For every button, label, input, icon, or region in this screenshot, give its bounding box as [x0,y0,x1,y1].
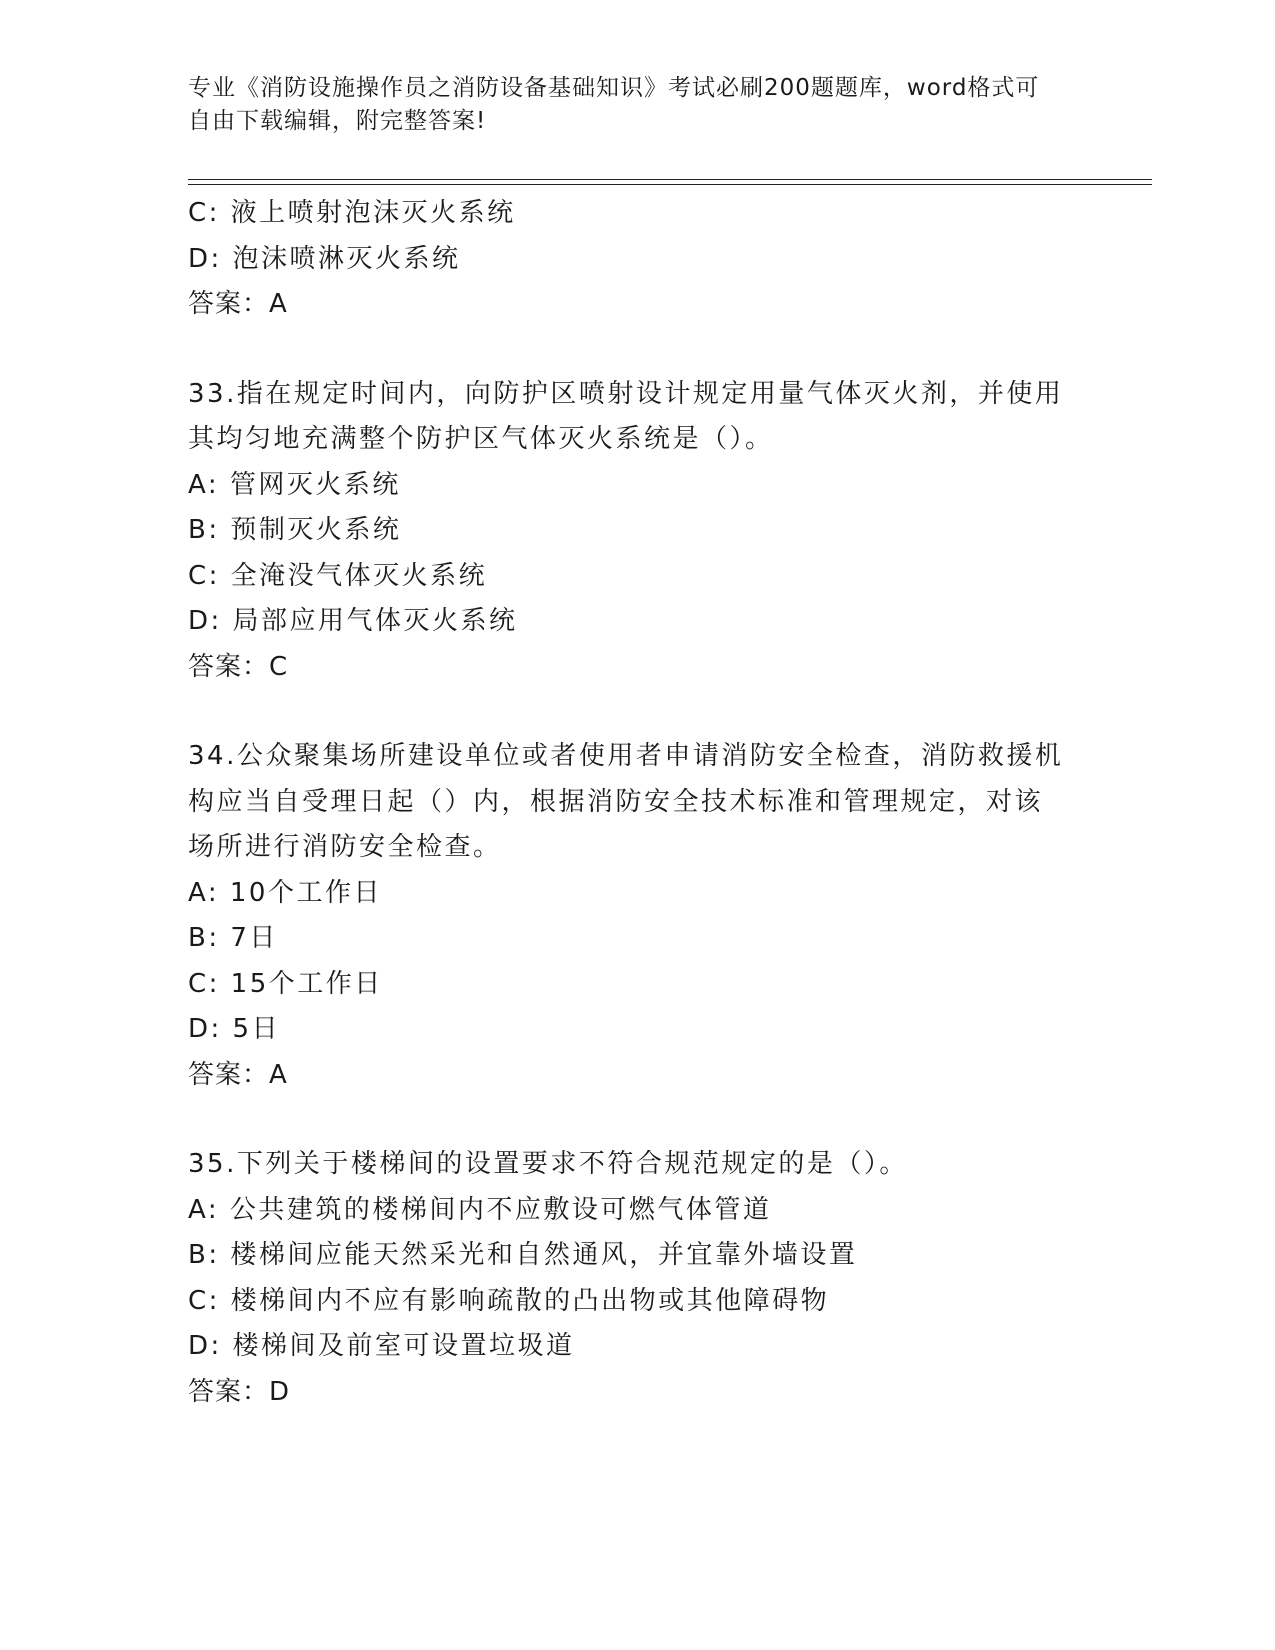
header-line-2: 自由下载编辑，附完整答案! [188,108,487,134]
answer-line: 答案：D [188,1376,291,1407]
option-b: B: 楼梯间应能天然采光和自然通风，并宜靠外墙设置 [188,1240,858,1270]
option-c: C: 15个工作日 [188,968,383,999]
question-stem: 34.公众聚集场所建设单位或者使用者申请消防安全检查，消防救援机 [188,741,1064,771]
header-line-1: 专业《消防设施操作员之消防设备基础知识》考试必刷200题题库，word格式可 [188,75,1040,101]
option-b: B: 7日 [188,923,278,953]
option-d: D: 局部应用气体灭火系统 [188,606,518,636]
question-list [188,191,1088,1415]
question-stem: 35.下列关于楼梯间的设置要求不符合规范规定的是（）。 [188,1149,908,1179]
question-stem: 场所进行消防安全检查。 [188,832,502,862]
option-a: A: 管网灭火系统 [188,469,401,500]
answer-line: 答案：C [188,651,289,682]
header-divider-bottom [188,184,1152,185]
header-divider-top [188,179,1152,180]
answer-line: 答案：A [188,289,288,319]
option-c: C: 楼梯间内不应有影响疏散的凸出物或其他障碍物 [188,1285,830,1316]
question-35 [188,1142,1088,1415]
document-header [188,72,1088,138]
question-stem: 构应当自受理日起（）内，根据消防安全技术标准和管理规定，对该 [188,786,1044,817]
question-stem: 其均匀地充满整个防护区气体灭火系统是（）。 [188,424,774,454]
question-stem: 33.指在规定时间内，向防护区喷射设计规定用量气体灭火剂，并使用 [188,378,1064,409]
option-a: A: 10个工作日 [188,877,382,908]
option-d: D: 5日 [188,1014,281,1044]
question-34 [188,734,1088,1098]
option-a: A: 公共建筑的楼梯间内不应敷设可燃气体管道 [188,1194,772,1225]
option-c: C: 全淹没气体灭火系统 [188,560,488,591]
question-33 [188,372,1088,691]
partial-question [188,191,1088,328]
option-d: D: 泡沫喷淋灭火系统 [188,243,461,274]
option-b: B: 预制灭火系统 [188,515,402,545]
option-c: C: 液上喷射泡沫灭火系统 [188,198,516,228]
answer-line: 答案：A [188,1059,288,1090]
option-d: D: 楼梯间及前室可设置垃圾道 [188,1331,575,1361]
